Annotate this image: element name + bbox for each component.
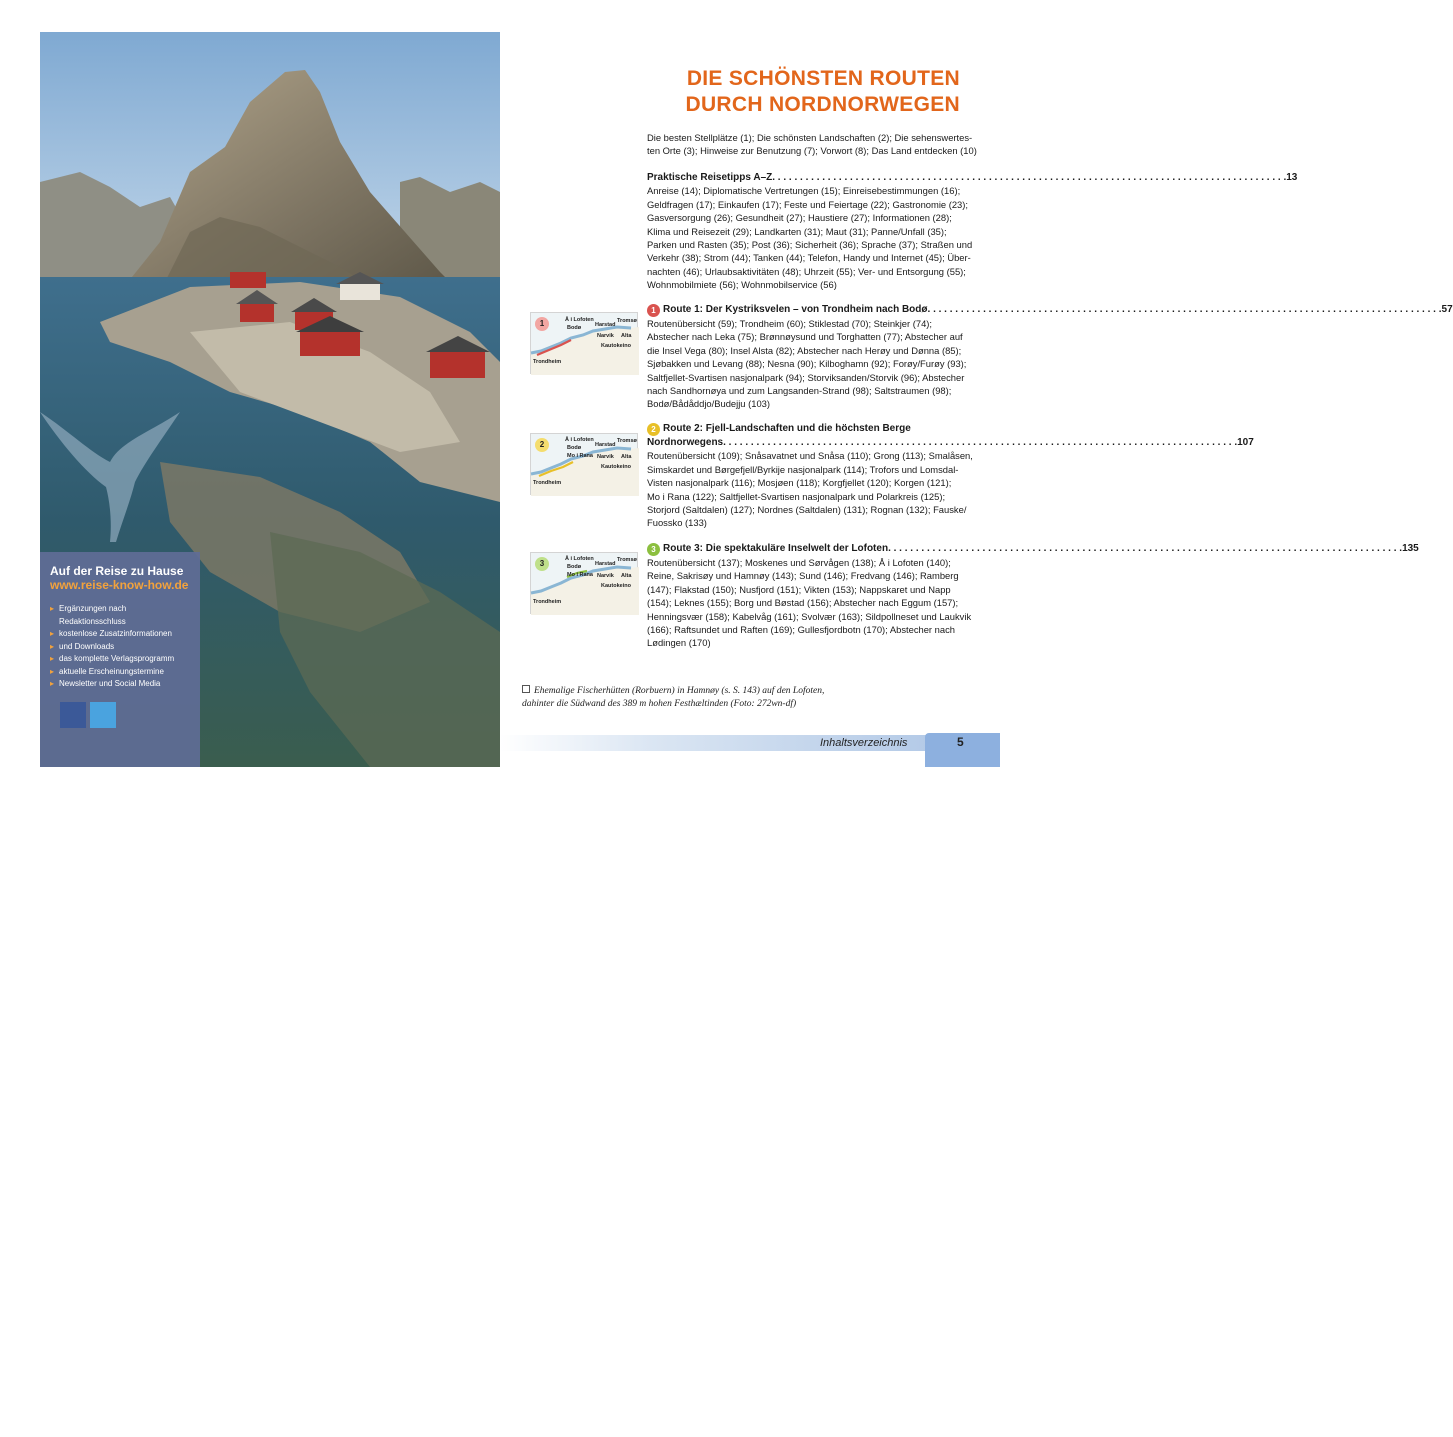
route-badge: 1 <box>535 317 549 331</box>
promo-item: ▸ kostenlose Zusatzinformationen <box>50 628 190 641</box>
toc-section-tips <box>647 171 1298 292</box>
toc-line: Reine, Sakrisøy und Hamnøy (143); Sund (146); Fredvang (146); Ramberg <box>647 570 959 582</box>
map-label: Narvik <box>597 573 614 579</box>
route-badge: 2 <box>535 438 549 452</box>
toc-line: Verkehr (38); Strom (44); Tanken (44); Telefon, Handy und Internet (45); Über- <box>647 252 971 264</box>
promo-item: ▸ das komplette Verlagsprogramm <box>50 653 190 666</box>
promo-item: ▸ aktuelle Erscheinungstermine <box>50 666 190 679</box>
caption-line-1: Ehemalige Fischerhütten (Rorbuern) in Hamnøy (s. S. 143) auf den Lofoten, <box>534 686 825 696</box>
cover-photo <box>40 32 500 767</box>
map-label: Mo i Rana <box>567 572 593 578</box>
map-label: Bodø <box>567 564 582 570</box>
toc-line: Anreise (14); Diplomatische Vertretungen (15); Einreisebestimmungen (16); <box>647 185 961 197</box>
map-label: Mo i Rana <box>567 453 593 459</box>
tips-title: Praktische Reisetipps A–Z <box>647 172 773 183</box>
route-3-map[interactable] <box>530 552 638 614</box>
toc-line: ten Orte (3); Hinweise zur Benutzung (7); Vorwort (8); Das Land entdecken (10) <box>647 145 977 157</box>
promo-item: ▸ Ergänzungen nach Redaktionsschluss <box>50 603 190 628</box>
page-number: 5 <box>957 735 964 749</box>
toc-line: Routenübersicht (137); Moskenes und Sørvågen (138); Å i Lofoten (140); <box>647 557 951 568</box>
toc-route-1 <box>647 303 1453 411</box>
toc-line: Mo i Rana (122); Saltfjellet-Svartisen nasjonalpark und Polarkreis (125); <box>647 490 946 502</box>
route-2-map[interactable] <box>530 433 638 495</box>
social-icons <box>60 702 146 728</box>
toc-line: Bodø/Bådåddjo/Budejju (103) <box>647 398 771 410</box>
toc-line: Fuossko (133) <box>647 517 707 529</box>
map-label: Harstad <box>595 561 616 567</box>
route-1-heading[interactable] <box>647 303 1453 317</box>
toc-line: (147); Flakstad (150); Nusfjord (151); Vikten (153); Nappskaret und Napp <box>647 583 951 595</box>
caption-marker-icon <box>522 685 530 693</box>
toc-line: Gasversorgung (26); Gesundheit (27); Haustiere (27); Informationen (28); <box>647 212 952 224</box>
toc-line: Routenübersicht (109); Snåsavatnet und Snåsa (110); Grong (113); Smalåsen, <box>647 450 973 462</box>
map-label: Tromsø <box>617 438 637 444</box>
map-label: Alta <box>621 333 632 339</box>
toc-line: Sjøbakken und Levang (88); Nesna (90); Kilboghamn (92); Forøy/Furøy (93); <box>647 358 967 370</box>
map-label: Narvik <box>597 454 614 460</box>
caption-line-2: dahinter die Südwand des 389 m hohen Festhæltinden (Foto: 272wn-df) <box>522 699 797 709</box>
route-number-badge: 2 <box>647 423 660 436</box>
map-label: Alta <box>621 573 632 579</box>
map-label: Å i Lofoten <box>565 317 594 323</box>
route-number-badge: 1 <box>647 304 660 317</box>
toc-line: Simskardet und Børgefjell/Byrkije nasjonalpark (114); Trofors und Lomsdal- <box>647 463 959 475</box>
route-2-title-cont: Nordnorwegens <box>647 437 724 448</box>
toc-line: die Insel Vega (80); Insel Alsta (82); Abstecher nach Herøy und Dønna (85); <box>647 344 962 356</box>
toc-line: Lødingen (170) <box>647 637 711 649</box>
route-3-title: Route 3: Die spektakuläre Inselwelt der Lofoten <box>663 543 889 554</box>
route-1-title: Route 1: Der Kystriksvelen – von Trondheim nach Bodø <box>663 304 928 315</box>
promo-url-link[interactable]: www.reise-know-how.de <box>50 578 189 592</box>
toc-line: Die besten Stellplätze (1); Die schönsten Landschaften (2); Die sehenswertes- <box>647 132 973 143</box>
toc-line: Abstecher nach Leka (75); Brønnøysund und Torghatten (77); Abstecher auf <box>647 331 963 343</box>
map-label: Kautokeino <box>601 464 631 470</box>
toc-line: Routenübersicht (59); Trondheim (60); Stiklestad (70); Steinkjer (74); <box>647 318 933 329</box>
map-label: Harstad <box>595 442 616 448</box>
toc-line: (166); Raftsundet und Raften (169); Gullesfjordbotn (170); Abstecher nach <box>647 624 955 636</box>
map-label: Trondheim <box>533 359 562 365</box>
toc-line: Geldfragen (17); Einkaufen (17); Feste und Feiertage (22); Gastronomie (23); <box>647 198 968 210</box>
leader-dots <box>772 171 1286 184</box>
heading-line-2: DURCH NORDNORWEGEN <box>685 93 960 116</box>
route-2-heading-cont[interactable] <box>647 436 1254 449</box>
promo-list <box>50 603 190 691</box>
promo-title: Auf der Reise zu Hause <box>50 564 184 578</box>
page-heading <box>600 66 960 118</box>
photo-caption <box>522 685 862 711</box>
map-label: Tromsø <box>617 318 637 324</box>
map-label: Narvik <box>597 333 614 339</box>
toc-heading-tips[interactable] <box>647 171 1298 184</box>
map-label: Bodø <box>567 445 582 451</box>
tips-page: 13 <box>1286 172 1298 183</box>
heading-line-1: DIE SCHÖNSTEN ROUTEN <box>686 67 960 90</box>
route-badge: 3 <box>535 557 549 571</box>
route-1-page: 57 <box>1441 304 1453 315</box>
route-3-heading[interactable] <box>647 542 1419 556</box>
toc-line: Visten nasjonalpark (116); Mosjøen (118); Korgfjellet (120); Korgen (121); <box>647 477 952 489</box>
toc-line: nachten (46); Urlaubsaktivitäten (48); Uhrzeit (55); Ver- und Entsorgung (55); <box>647 265 966 277</box>
toc-line: Henningsvær (158); Kabelvåg (161); Svolvær (163); Sildpollneset und Laukvik <box>647 610 972 622</box>
map-label: Alta <box>621 454 632 460</box>
map-label: Tromsø <box>617 557 637 563</box>
map-label: Bodø <box>567 325 582 331</box>
route-1-map[interactable] <box>530 312 638 374</box>
route-2-heading[interactable] <box>647 422 952 436</box>
promo-item: ▸ und Downloads <box>50 641 190 654</box>
route-3-page: 135 <box>1402 543 1419 554</box>
leader-dots <box>723 436 1237 449</box>
leader-dots <box>928 303 1442 317</box>
route-2-page: 107 <box>1237 437 1254 448</box>
map-label: Kautokeino <box>601 583 631 589</box>
toc-route-2 <box>647 422 1254 530</box>
toc-route-3 <box>647 542 1419 650</box>
toc-line: nach Sandhornøya und zum Langsanden-Strand (98); Saltstraumen (98); <box>647 385 952 397</box>
footer-section-title: Inhaltsverzeichnis <box>820 737 908 749</box>
map-label: Trondheim <box>533 599 562 605</box>
toc-line: Klima und Reisezeit (29); Landkarten (31); Maut (31); Panne/Unfall (35); <box>647 225 947 237</box>
toc-line: Wohnmobilmiete (56); Wohnmobilservice (56) <box>647 279 837 291</box>
map-label: Å i Lofoten <box>565 556 594 562</box>
map-label: Å i Lofoten <box>565 437 594 443</box>
toc-line: Storjord (Saltdalen) (127); Nordnes (Saltdalen) (131); Rognan (132); Fauske/ <box>647 504 967 516</box>
instagram-icon[interactable] <box>120 702 146 728</box>
toc-line: Parken und Rasten (35); Post (36); Sicherheit (36); Sprache (37); Straßen und <box>647 239 973 251</box>
leader-dots <box>888 542 1402 556</box>
map-label: Kautokeino <box>601 343 631 349</box>
toc-line: (154); Leknes (155); Borg und Bøstad (156); Abstecher nach Eggum (157); <box>647 597 959 609</box>
toc-intro <box>647 131 977 158</box>
map-label: Harstad <box>595 322 616 328</box>
route-number-badge: 3 <box>647 543 660 556</box>
publisher-promo-box <box>40 552 200 767</box>
route-2-title: Route 2: Fjell-Landschaften und die höchsten Berge <box>663 423 911 434</box>
toc-line: Saltfjellet-Svartisen nasjonalpark (94); Storviksanden/Storvik (96); Abstecher <box>647 371 965 383</box>
promo-item: ▸ Newsletter und Social Media <box>50 678 190 691</box>
map-label: Trondheim <box>533 480 562 486</box>
